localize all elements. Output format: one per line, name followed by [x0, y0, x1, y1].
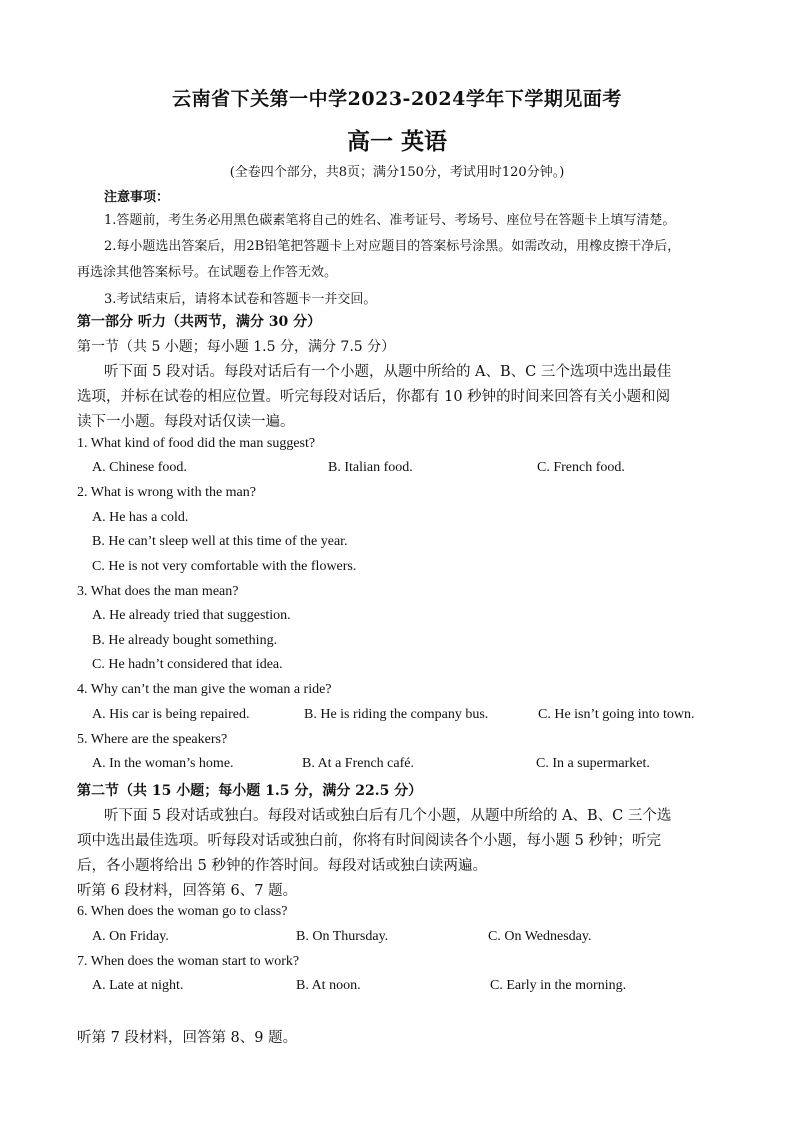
question-1-option-a: A. Chinese food. — [92, 460, 187, 475]
section1-intro-line-2: 选项，并标在试卷的相应位置。听完每段对话后，你都有 10 秒钟的时间来回答有关小题和阅 — [77, 389, 671, 405]
question-1-stem: 1. What kind of food did the man suggest? — [77, 436, 316, 451]
question-5-option-b: B. At a French café. — [302, 756, 414, 771]
question-4-stem: 4. Why can’t the man give the woman a ride? — [77, 682, 332, 697]
question-6-option-c: C. On Wednesday. — [488, 929, 592, 944]
section2-heading: 第二节（共 15 小题；每小题 1.5 分，满分 22.5 分） — [77, 783, 423, 799]
question-4-option-a: A. His car is being repaired. — [92, 707, 250, 722]
question-3-option-a: A. He already tried that suggestion. — [92, 608, 291, 623]
material-7-instruction: 听第 7 段材料，回答第 8、9 题。 — [77, 1030, 298, 1046]
material-6-instruction: 听第 6 段材料，回答第 6、7 题。 — [77, 883, 298, 899]
section1-heading: 第一节（共 5 小题；每小题 1.5 分，满分 7.5 分） — [77, 339, 396, 355]
section1-intro-line-3: 读下一小题。每段对话仅读一遍。 — [77, 414, 295, 430]
notice-heading: 注意事项： — [104, 190, 170, 205]
question-2-option-a: A. He has a cold. — [92, 510, 189, 525]
part1-heading: 第一部分 听力（共两节，满分 30 分） — [77, 314, 322, 330]
question-2-option-b: B. He can’t sleep well at this time of the year. — [92, 534, 348, 549]
question-4-option-c: C. He isn’t going into town. — [538, 707, 695, 722]
exam-note: (全卷四个部分，共8页；满分150分，考试用时120分钟。) — [229, 165, 565, 180]
question-1-option-c: C. French food. — [537, 460, 625, 475]
question-1-option-b: B. Italian food. — [328, 460, 413, 475]
question-7-option-c: C. Early in the morning. — [490, 978, 627, 993]
section2-intro-line-2: 项中选出最佳选项。听每段对话或独白前，你将有时间阅读各个小题，每小题 5 秒钟；听完 — [77, 833, 661, 849]
question-4-option-b: B. He is riding the company bus. — [304, 707, 489, 722]
question-2-option-c: C. He is not very comfortable with the flowers. — [92, 559, 357, 574]
question-7-option-b: B. At noon. — [296, 978, 361, 993]
question-5-option-a: A. In the woman’s home. — [92, 756, 234, 771]
exam-title: 云南省下关第一中学2023-2024学年下学期见面考 — [172, 88, 622, 110]
question-2-stem: 2. What is wrong with the man? — [77, 485, 256, 500]
notice-item-2-line-2: 再选涂其他答案标号。在试题卷上作答无效。 — [77, 265, 338, 280]
section2-intro-line-3: 后，各小题将给出 5 秒钟的作答时间。每段对话或独白读两遍。 — [77, 858, 487, 874]
notice-item-1: 1.答题前，考生务必用黑色碳素笔将自己的姓名、准考证号、考场号、座位号在答题卡上填写清楚。 — [104, 213, 676, 228]
notice-item-3: 3.考试结束后，请将本试卷和答题卡一并交回。 — [104, 292, 377, 307]
question-6-option-a: A. On Friday. — [92, 929, 169, 944]
notice-item-2-line-1: 2.每小题选出答案后，用2B铅笔把答题卡上对应题目的答案标号涂黑。如需改动，用橡皮擦干净后， — [104, 239, 681, 254]
question-6-stem: 6. When does the woman go to class? — [77, 904, 288, 919]
question-5-option-c: C. In a supermarket. — [536, 756, 650, 771]
question-3-option-c: C. He hadn’t considered that idea. — [92, 657, 283, 672]
question-7-option-a: A. Late at night. — [92, 978, 184, 993]
question-3-stem: 3. What does the man mean? — [77, 584, 239, 599]
question-3-option-b: B. He already bought something. — [92, 633, 278, 648]
question-7-stem: 7. When does the woman start to work? — [77, 954, 300, 969]
exam-subject: 高一 英语 — [346, 128, 447, 155]
question-6-option-b: B. On Thursday. — [296, 929, 389, 944]
section1-intro-line-1: 听下面 5 段对话。每段对话后有一个小题，从题中所给的 A、B、C 三个选项中选出最佳 — [104, 364, 672, 380]
section2-intro-line-1: 听下面 5 段对话或独白。每段对话或独白后有几个小题，从题中所给的 A、B、C 三个选 — [104, 808, 672, 824]
question-5-stem: 5. Where are the speakers? — [77, 732, 228, 747]
